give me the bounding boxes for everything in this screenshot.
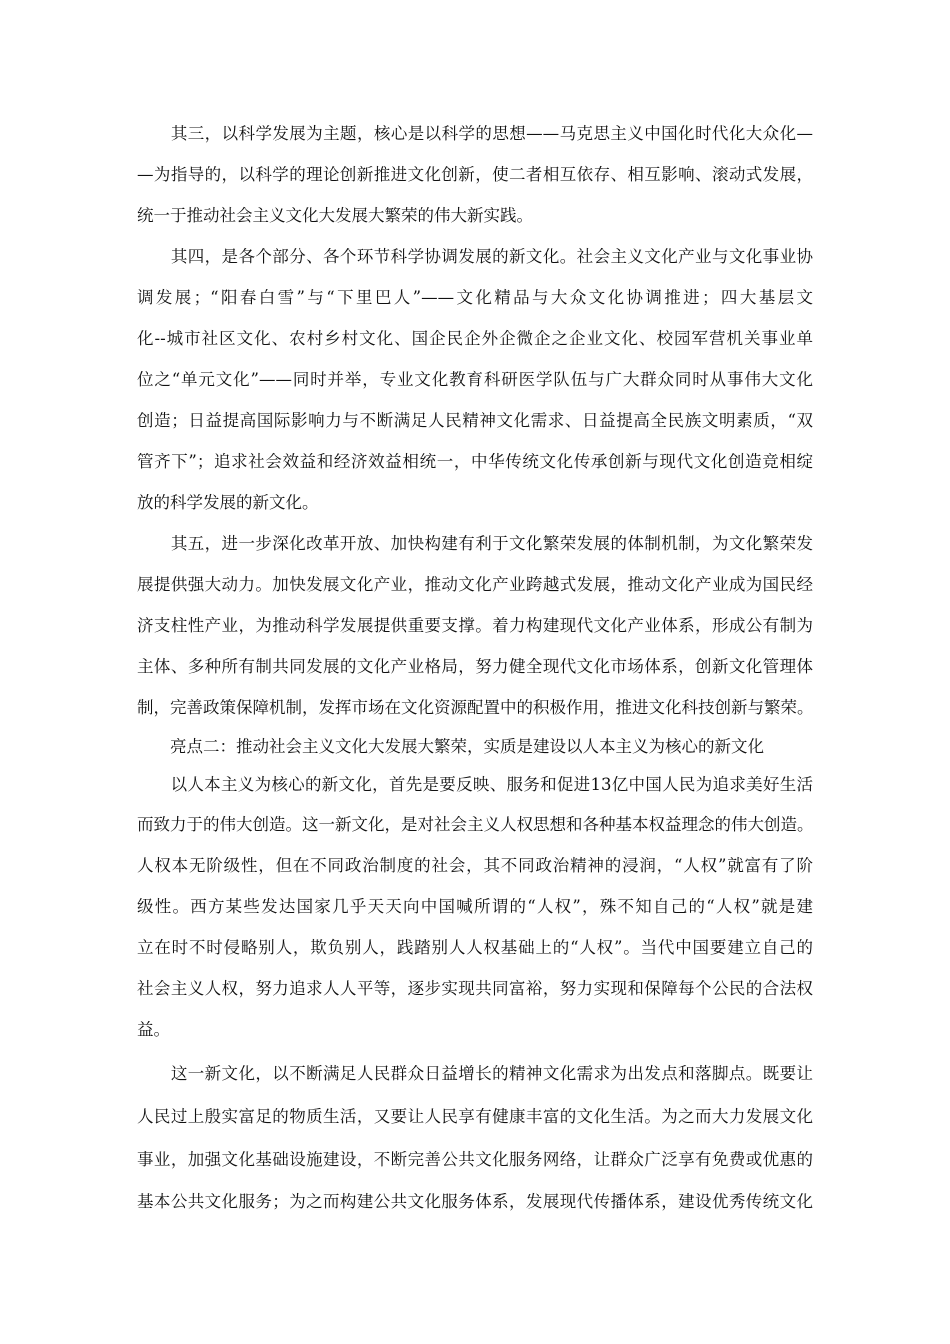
paragraph-4-line: 管齐下”；追求社会效益和经济效益相统一，中华传统文化传承创新与现代文化创造竞相绽	[137, 452, 813, 471]
paragraph-6-line: 级性。西方某些发达国家几乎天天向中国喊所谓的“人权”，殊不知自己的“人权”就是建	[137, 897, 813, 916]
paragraph-7-line: 基本公共文化服务；为之而构建公共文化服务体系，发展现代传播体系，建设优秀传统文化	[137, 1192, 813, 1211]
paragraph-7-line: 事业，加强文化基础设施建设，不断完善公共文化服务网络，让群众广泛享有免费或优惠的	[137, 1150, 813, 1169]
paragraph-6-line: 社会主义人权，努力追求人人平等，逐步实现共同富裕，努力实现和保障每个公民的合法权	[137, 979, 813, 998]
paragraph-4-line: 调发展；“阳春白雪”与“下里巴人”——文化精品与大众文化协调推进；四大基层文	[137, 288, 813, 307]
paragraph-5-line: 其五，进一步深化改革开放、加快构建有利于文化繁荣发展的体制机制，为文化繁荣发	[137, 534, 813, 553]
paragraph-6-line: 立在时不时侵略别人，欺负别人，践踏别人人权基础上的“人权”。当代中国要建立自己的	[137, 938, 813, 957]
section-heading-highlight-2: 亮点二：推动社会主义文化大发展大繁荣，实质是建设以人本主义为核心的新文化	[137, 737, 764, 756]
paragraph-5-line: 主体、多种所有制共同发展的文化产业格局，努力健全现代文化市场体系，创新文化管理体	[137, 657, 813, 676]
paragraph-4-line: 放的科学发展的新文化。	[137, 493, 319, 512]
paragraph-7-line: 这一新文化，以不断满足人民群众日益增长的精神文化需求为出发点和落脚点。既要让	[137, 1064, 813, 1083]
paragraph-5-line: 济支柱性产业，为推动科学发展提供重要支撑。着力构建现代文化产业体系，形成公有制为	[137, 616, 813, 635]
paragraph-4-line: 创造；日益提高国际影响力与不断满足人民精神文化需求、日益提高全民族文明素质，“双	[137, 411, 813, 430]
paragraph-6-line: 益。	[137, 1020, 170, 1039]
paragraph-7-line: 人民过上殷实富足的物质生活，又要让人民享有健康丰富的文化生活。为之而大力发展文化	[137, 1107, 813, 1126]
paragraph-6-line: 以人本主义为核心的新文化，首先是要反映、服务和促进13亿中国人民为追求美好生活	[137, 775, 813, 794]
paragraph-3-line: 统一于推动社会主义文化大发展大繁荣的伟大新实践。	[137, 206, 533, 225]
paragraph-4-line: 化--城市社区文化、农村乡村文化、国企民企外企微企之企业文化、校园军营机关事业单	[137, 329, 813, 348]
paragraph-4-line: 其四，是各个部分、各个环节科学协调发展的新文化。社会主义文化产业与文化事业协	[137, 247, 813, 266]
paragraph-5-line: 制，完善政策保障机制，发挥市场在文化资源配置中的积极作用，推进文化科技创新与繁荣。	[137, 698, 814, 717]
paragraph-3-line: —为指导的，以科学的理论创新推进文化创新，使二者相互依存、相互影响、滚动式发展，	[137, 165, 813, 184]
paragraph-5-line: 展提供强大动力。加快发展文化产业，推动文化产业跨越式发展，推动文化产业成为国民经	[137, 575, 813, 594]
paragraph-4-line: 位之“单元文化”——同时并举，专业文化教育科研医学队伍与广大群众同时从事伟大文化	[137, 370, 813, 389]
paragraph-6-line: 而致力于的伟大创造。这一新文化，是对社会主义人权思想和各种基本权益理念的伟大创造。	[137, 815, 814, 834]
paragraph-3-line: 其三，以科学发展为主题，核心是以科学的思想——马克思主义中国化时代化大众化—	[137, 124, 813, 143]
paragraph-6-line: 人权本无阶级性，但在不同政治制度的社会，其不同政治精神的浸润，“人权”就富有了阶	[137, 856, 813, 875]
